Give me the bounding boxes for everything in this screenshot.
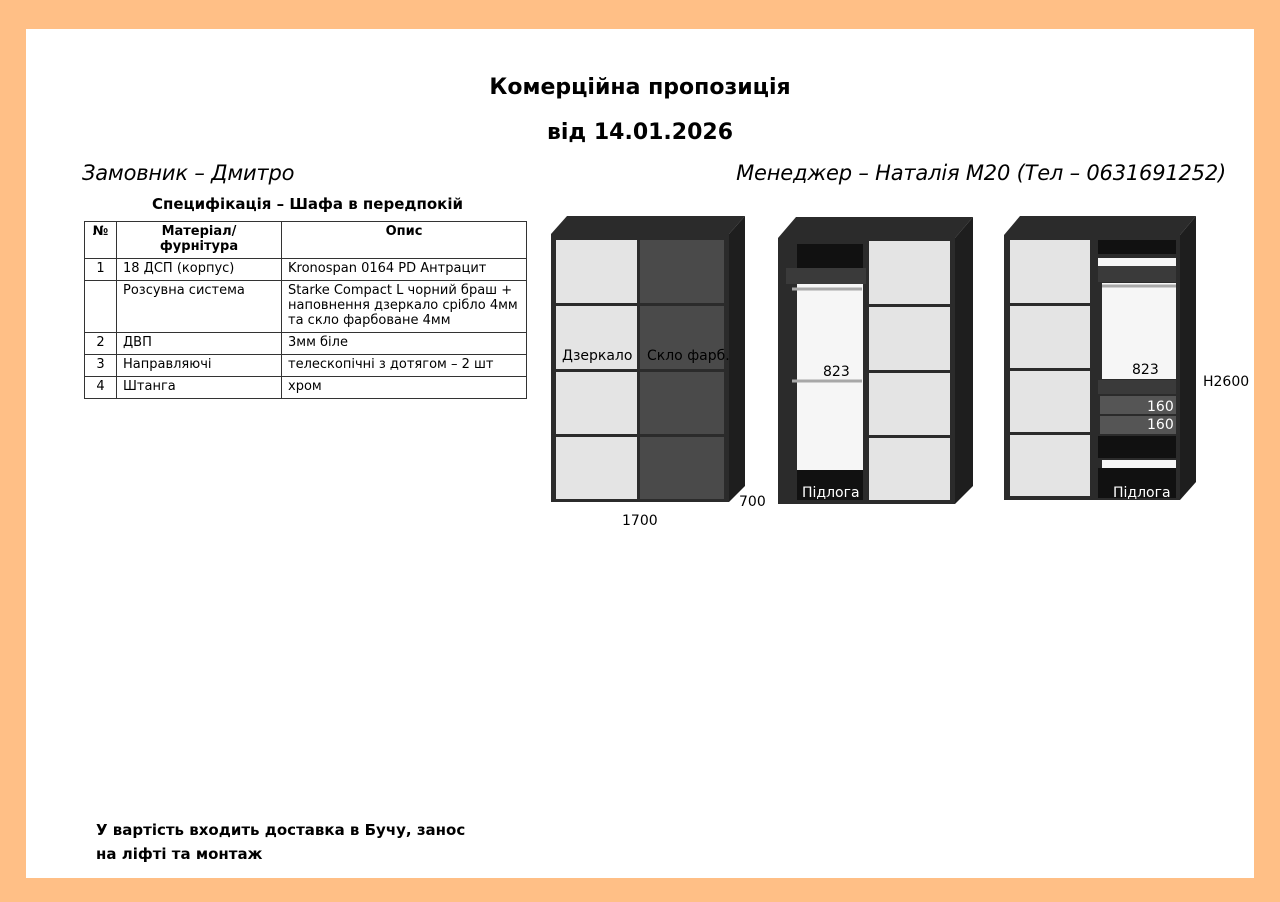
row-number: 2 bbox=[85, 333, 117, 355]
door-panel bbox=[1010, 240, 1090, 303]
row-description: Starke Compact L чорний браш + наповнення дзеркало срібло 4мм та скло фарбоване 4мм bbox=[282, 281, 527, 333]
row-description: Kronospan 0164 PD Антрацит bbox=[282, 259, 527, 281]
mirror-panel bbox=[556, 437, 637, 499]
mirror-panel bbox=[556, 240, 637, 303]
shelf bbox=[1098, 266, 1176, 282]
door-panel bbox=[869, 373, 950, 435]
door-panel bbox=[1010, 371, 1090, 432]
glass-label: Скло фарб. bbox=[647, 348, 730, 364]
column-header-description: Опис bbox=[282, 222, 527, 259]
column-header-material: Матеріал/фурнітура bbox=[117, 222, 282, 259]
mirror-label: Дзеркало bbox=[562, 348, 633, 364]
interior-left-side-face bbox=[955, 217, 973, 504]
shelf bbox=[1098, 380, 1176, 394]
shelf-edge bbox=[1102, 460, 1176, 468]
page-title: Комерційна пропозиція bbox=[489, 75, 791, 100]
drawer-dimension: 160 bbox=[1147, 417, 1174, 433]
top-shelf-space bbox=[797, 244, 863, 268]
floor-label: Підлога bbox=[1113, 485, 1171, 501]
proposal-date: від 14.01.2026 bbox=[546, 120, 734, 145]
wardrobe-interior-right bbox=[1004, 216, 1249, 501]
interior-right-top-face bbox=[1004, 216, 1196, 235]
specification-title: Специфікація – Шафа в передпокій bbox=[152, 195, 463, 213]
row-number: 4 bbox=[85, 377, 117, 399]
shelf-edge bbox=[1098, 258, 1176, 266]
manager-contact: Менеджер – Наталія М20 (Тел – 0631691252) bbox=[736, 161, 1226, 185]
row-material: Штанга bbox=[117, 377, 282, 399]
row-material: Направляючі bbox=[117, 355, 282, 377]
row-material: 18 ДСП (корпус) bbox=[117, 259, 282, 281]
depth-dimension: 700 bbox=[739, 494, 766, 510]
front-top-face bbox=[551, 216, 745, 234]
column-header-number: № bbox=[85, 222, 117, 259]
shelf bbox=[786, 268, 866, 284]
row-material: ДВП bbox=[117, 333, 282, 355]
door-panel bbox=[869, 307, 950, 370]
footer-line-2: на ліфті та монтаж bbox=[96, 845, 263, 863]
door-panel bbox=[869, 438, 950, 500]
floor-label: Підлога bbox=[802, 485, 860, 501]
glass-panel bbox=[640, 437, 724, 499]
compartment-dimension: 823 bbox=[1132, 362, 1159, 378]
row-number: 3 bbox=[85, 355, 117, 377]
width-dimension: 1700 bbox=[622, 513, 658, 529]
interior-right-side-face bbox=[1180, 216, 1196, 500]
compartment-dimension: 823 bbox=[823, 364, 850, 380]
front-side-face bbox=[729, 216, 745, 502]
row-description: телескопічні з дотягом – 2 шт bbox=[282, 355, 527, 377]
door-panel bbox=[869, 241, 950, 304]
row-number: 1 bbox=[85, 259, 117, 281]
wardrobe-front-view bbox=[551, 216, 766, 529]
shelf-space bbox=[1098, 436, 1176, 458]
glass-panel bbox=[640, 372, 724, 434]
row-material: Розсувна система bbox=[117, 281, 282, 333]
glass-panel bbox=[640, 240, 724, 303]
row-description: 3мм біле bbox=[282, 333, 527, 355]
row-description: хром bbox=[282, 377, 527, 399]
customer-name: Замовник – Дмитро bbox=[82, 161, 295, 185]
height-dimension: H2600 bbox=[1203, 374, 1250, 390]
interior-left-top-face bbox=[778, 217, 973, 238]
wardrobe-interior-left bbox=[778, 217, 973, 504]
footer-line-1: У вартість входить доставка в Бучу, занос bbox=[96, 821, 466, 839]
door-panel bbox=[1010, 306, 1090, 368]
top-shelf-space bbox=[1098, 240, 1176, 254]
door-panel bbox=[1010, 435, 1090, 496]
mirror-panel bbox=[556, 372, 637, 434]
drawer-dimension: 160 bbox=[1147, 399, 1174, 415]
